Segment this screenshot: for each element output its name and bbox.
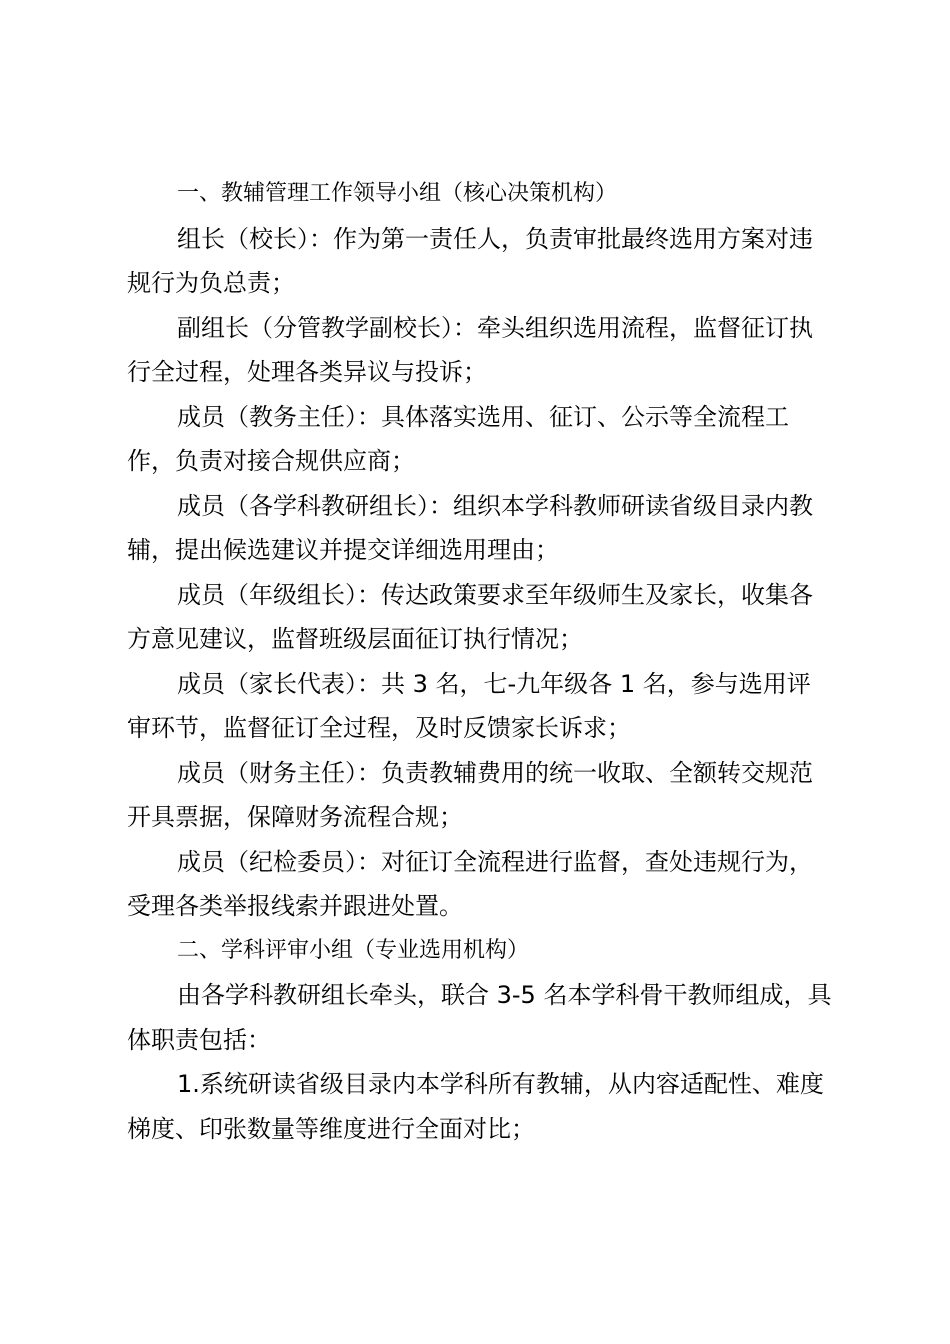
paragraph-member-finance-director: 成员（财务主任）：负责教辅费用的统一收取、全额转交规范开具票据，保障财务流程合规； (127, 758, 813, 831)
section-heading-review-group: 二、学科评审小组（专业选用机构） (177, 937, 530, 963)
paragraph-group-leader: 组长（校长）：作为第一责任人，负责审批最终选用方案对违规行为负总责； (127, 224, 813, 297)
section-heading-leadership-group: 一、教辅管理工作领导小组（核心决策机构） (177, 181, 618, 206)
paragraph-member-discipline-inspector: 成员（纪检委员）：对征订全流程进行监督，查处违规行为，受理各类举报线索并跟进处置。 (127, 847, 813, 920)
paragraph-member-subject-leaders: 成员（各学科教研组长）：组织本学科教师研读省级目录内教辅，提出候选建议并提交详细选用理由； (127, 491, 813, 564)
paragraph-member-academic-director: 成员（教务主任）：具体落实选用、征订、公示等全流程工作，负责对接合规供应商； (127, 402, 789, 475)
paragraph-duty-1: 1.系统研读省级目录内本学科所有教辅，从内容适配性、难度梯度、印张数量等维度进行全面对比； (127, 1070, 824, 1143)
paragraph-member-grade-leaders: 成员（年级组长）：传达政策要求至年级师生及家长，收集各方意见建议，监督班级层面征订执行情况； (127, 580, 813, 653)
document-body (127, 172, 833, 1151)
paragraph-deputy-leader: 副组长（分管教学副校长）：牵头组织选用流程，监督征订执行全过程，处理各类异议与投诉； (127, 313, 813, 386)
paragraph-member-parent-representatives: 成员（家长代表）：共 3 名，七-九年级各 1 名，参与选用评审环节，监督征订全过程，及时反馈家长诉求； (127, 669, 811, 742)
paragraph-review-group-composition: 由各学科教研组长牵头，联合 3-5 名本学科骨干教师组成，具体职责包括： (127, 981, 832, 1054)
